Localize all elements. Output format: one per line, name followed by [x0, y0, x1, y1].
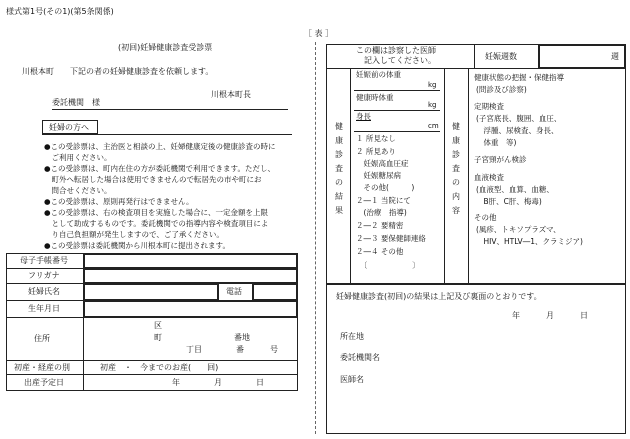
row-dob-label: 生年月日	[28, 304, 60, 313]
sign-day: 日	[580, 311, 588, 320]
content-item: (風疹、トキソプラズマ、	[476, 225, 561, 234]
addr-banchi: 番地	[234, 333, 250, 342]
bullet-line: ご利用ください。	[44, 153, 112, 162]
facility-label: 委託機関名	[340, 353, 380, 362]
content-item: 体重 等)	[476, 138, 517, 147]
addr-chome: 丁目	[186, 345, 202, 354]
result-item[interactable]: ２―３ 要保健師連絡	[356, 234, 426, 243]
due-day: 日	[256, 378, 264, 387]
result-item[interactable]: １ 所見なし	[356, 134, 396, 143]
row-handbook-label: 母子手帳番号	[20, 256, 68, 265]
result-item[interactable]: 妊娠糖尿病	[356, 171, 401, 180]
contents-vertical-label: 健康診査の内容	[452, 122, 460, 215]
doctor-note-1: この欄は診察した医師	[356, 46, 436, 55]
addr-ku: 区	[154, 321, 162, 330]
height-label: 身長	[356, 112, 371, 121]
location-label: 所在地	[340, 332, 364, 341]
row-due-label: 出産予定日	[24, 378, 64, 387]
content-item: (問診及び診察)	[476, 85, 527, 94]
parity-value[interactable]: 初産 ・ 今までのお産( 回)	[100, 363, 219, 372]
result-item[interactable]: ２―２ 要精密	[356, 221, 404, 230]
side-marker: ［ 表 ］	[304, 29, 334, 38]
content-item: 定期検査	[474, 102, 504, 111]
statement-line: 妊婦健康診査(初回)の結果は上記及び裏面のとおりです。	[336, 292, 542, 301]
result-item[interactable]: その他( )	[356, 183, 415, 192]
addr-machi: 町	[154, 333, 162, 342]
content-item: 浮腫、尿検査、身長、	[476, 126, 559, 135]
results-vertical-label: 健康診査の結果	[335, 122, 343, 215]
sign-month: 月	[546, 311, 554, 320]
fold-line	[315, 42, 316, 434]
row-address-label: 住所	[34, 334, 50, 343]
bullet-line: り自己負担額が発生しますので、ご了承ください。	[44, 230, 224, 239]
phone-label: 電話	[226, 287, 242, 296]
content-item: B肝、C肝、梅毒)	[476, 197, 542, 206]
bullet-line: 問合せください。	[44, 186, 112, 195]
bullet-line: ●この受診票は、原則再発行はできません。	[44, 197, 194, 206]
content-item: 子宮頸がん検診	[474, 155, 527, 164]
row-parity-label: 初産・経産の別	[14, 363, 70, 372]
result-item[interactable]: 妊娠高血圧症	[356, 159, 409, 168]
weight-exam-unit: kg	[428, 101, 437, 109]
bullet-line: ●この受診票は、主治医と相談の上、妊婦健康定後の健康診査の時に	[44, 142, 276, 151]
weeks-unit: 週	[611, 52, 619, 61]
handbook-number-field[interactable]	[84, 254, 297, 268]
due-year: 年	[172, 378, 180, 387]
phone-field[interactable]	[253, 284, 297, 300]
content-item: (血液型、血算、血糖、	[476, 185, 554, 194]
bullet-line: ●この受診票は、右の検査項目を実施した場合に、一定金額を上限	[44, 208, 269, 217]
result-item[interactable]: ２―４ その他	[356, 247, 404, 256]
result-item[interactable]: ２―１ 当院にて	[356, 196, 411, 205]
entrusted-line: 委託機関 様	[52, 98, 100, 107]
notice-rule	[42, 134, 292, 135]
content-item: (子宮底長、腹囲、血圧、	[476, 114, 562, 123]
result-other-bracket[interactable]: 〔 〕	[356, 261, 420, 270]
weight-exam-label: 健康時体重	[356, 93, 394, 102]
content-item: その他	[474, 213, 497, 222]
name-field[interactable]	[84, 284, 218, 300]
bullet-line: ●この受診票は委託機関から川根本町に提出されます。	[44, 241, 230, 250]
weight-before-unit: kg	[428, 81, 437, 89]
row-name-label: 妊婦氏名	[28, 287, 60, 296]
result-item[interactable]: (治療 指導)	[356, 208, 407, 217]
bullet-line: 町外へ転居した場合は使用できませんので転居先の市や町にお	[44, 175, 262, 184]
doctor-label: 医師名	[340, 375, 364, 384]
weight-before-label: 妊娠前の体重	[356, 70, 401, 79]
due-month: 月	[214, 378, 222, 387]
addr-go: 号	[270, 345, 278, 354]
notice-tab	[42, 120, 98, 134]
content-item: HIV、HTLV―1、クラミジア)	[476, 237, 583, 246]
bullet-line: ●この受診票は、町内在住の方が委託機関で利用できます。ただし、	[44, 164, 275, 173]
bullet-line: として助成するものです。委託機関での指導内容や検査項目によ	[44, 219, 269, 228]
mayor-line: 川根本町長	[211, 90, 251, 99]
content-item: 血液検査	[474, 173, 504, 182]
addr-ban: 番	[236, 345, 244, 354]
request-line: 川根本町 下記の者の妊婦健康診査を依頼します。	[22, 67, 214, 76]
sign-year: 年	[512, 311, 520, 320]
doctor-note-2: 記入してください。	[364, 56, 436, 65]
content-item: 健康状態の把握・保健指導	[474, 73, 564, 82]
notice-tab-label: 妊婦の方へ	[49, 123, 89, 132]
result-item[interactable]: ２ 所見あり	[356, 147, 396, 156]
weeks-label: 妊娠週数	[485, 52, 517, 61]
form-title: (初回)妊婦健康診査受診票	[118, 43, 213, 52]
entrusted-underline	[52, 109, 288, 110]
row-furigana-label: フリガナ	[28, 271, 60, 280]
form-number: 様式第1号(その1)(第5条関係)	[6, 7, 114, 16]
height-unit: cm	[428, 122, 439, 130]
furigana-field[interactable]	[84, 269, 297, 283]
dob-field[interactable]	[84, 301, 297, 317]
